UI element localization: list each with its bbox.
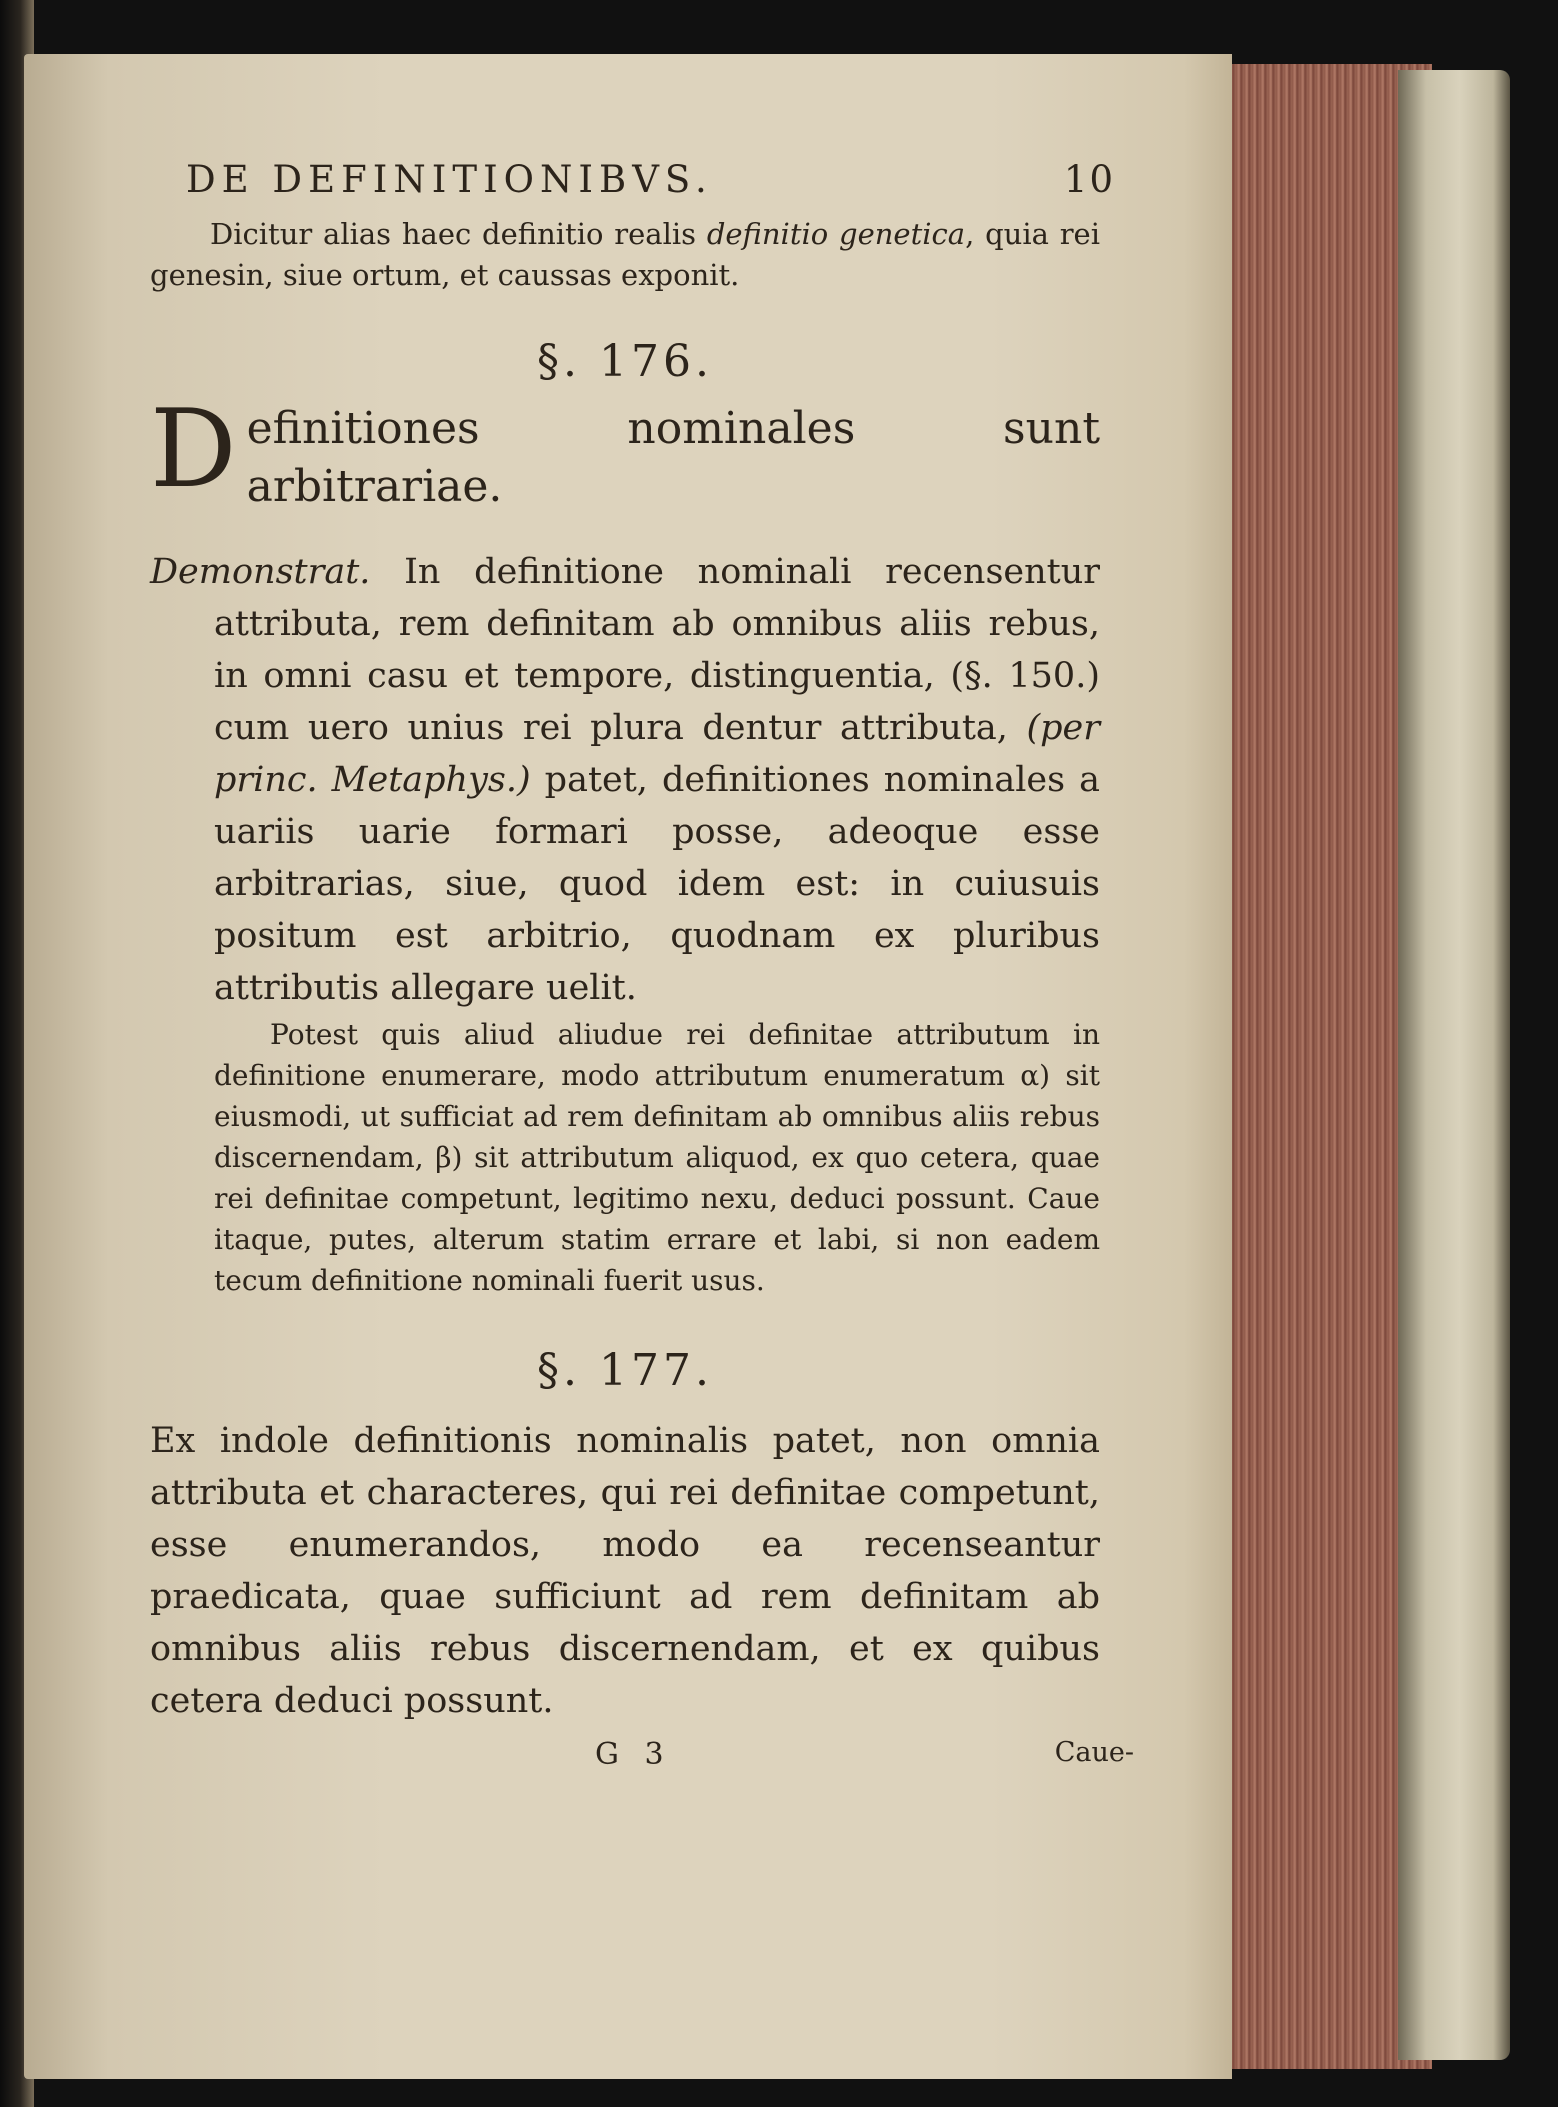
catchword: Caue- <box>1054 1737 1134 1768</box>
section-177-heading: §. 177. <box>537 1345 713 1396</box>
page-content <box>150 150 1134 1783</box>
demonstration-paragraph <box>150 546 1100 1014</box>
intro-text-start: Dicitur alias haec definitio realis <box>210 217 707 251</box>
demonstration-reference: (per princ. Metaphys.) <box>214 708 1100 800</box>
paragraph-177: Ex indole definitionis nominalis patet, non omnia attributa et characteres, qui rei definitae competunt, esse enumerandos, modo ea recenseantur praedicata, quae sufficiunt ad rem definitam ab omnibus aliis rebus discernendam, et ex quibus cetera deduci possunt. <box>150 1421 1100 1721</box>
section-176-heading: §. 176. <box>537 336 713 387</box>
book-cover <box>1398 70 1510 2060</box>
demonstration-text-2: patet, definitiones nominales a uariis uarie formari posse, adeoque esse arbitrarias, siue, quod idem est: in cuiusuis positum est arbitrio, quodnam ex pluribus attributis allegare uelit. <box>214 760 1100 1008</box>
intro-text-end: , quia rei genesin, siue ortum, et caussas exponit. <box>150 217 1100 292</box>
page-footer <box>150 1731 1134 1783</box>
demonstration-label: Demonstrat. <box>150 552 371 592</box>
running-title: DE DEFINITIONIBVS. <box>186 158 713 201</box>
note-paragraph: Potest quis aliud aliudue rei definitae attributum in definitione enumerare, modo attributum enumeratum α) sit eiusmodi, ut sufficiat ad rem definitam ab omnibus aliis rebus discernendam, β) sit attributum aliquod, ex quo cetera, quae rei definitae competunt, legitimo nexu, deduci possunt. Caue itaque, putes, alterum statim errare et labi, si non eadem tecum definitione nominali fuerit usus. <box>214 1018 1100 1297</box>
running-header <box>150 150 1115 214</box>
page-number: 10 <box>1063 158 1115 201</box>
intro-term: definitio genetica <box>706 217 966 251</box>
demonstration-text-1: In definitione nominali recensentur attributa, rem definitam ab omnibus aliis rebus, in omni casu et tempore, distinguentia, (§. 150.) cum uero unius rei plura dentur attributa, <box>214 552 1100 748</box>
proposition-176 <box>150 387 1100 516</box>
intro-paragraph <box>150 214 1100 296</box>
signature-mark: G 3 <box>595 1737 672 1772</box>
proposition-text: efinitiones nominales sunt arbitrariae. <box>246 403 1100 512</box>
drop-cap: D <box>150 387 237 512</box>
